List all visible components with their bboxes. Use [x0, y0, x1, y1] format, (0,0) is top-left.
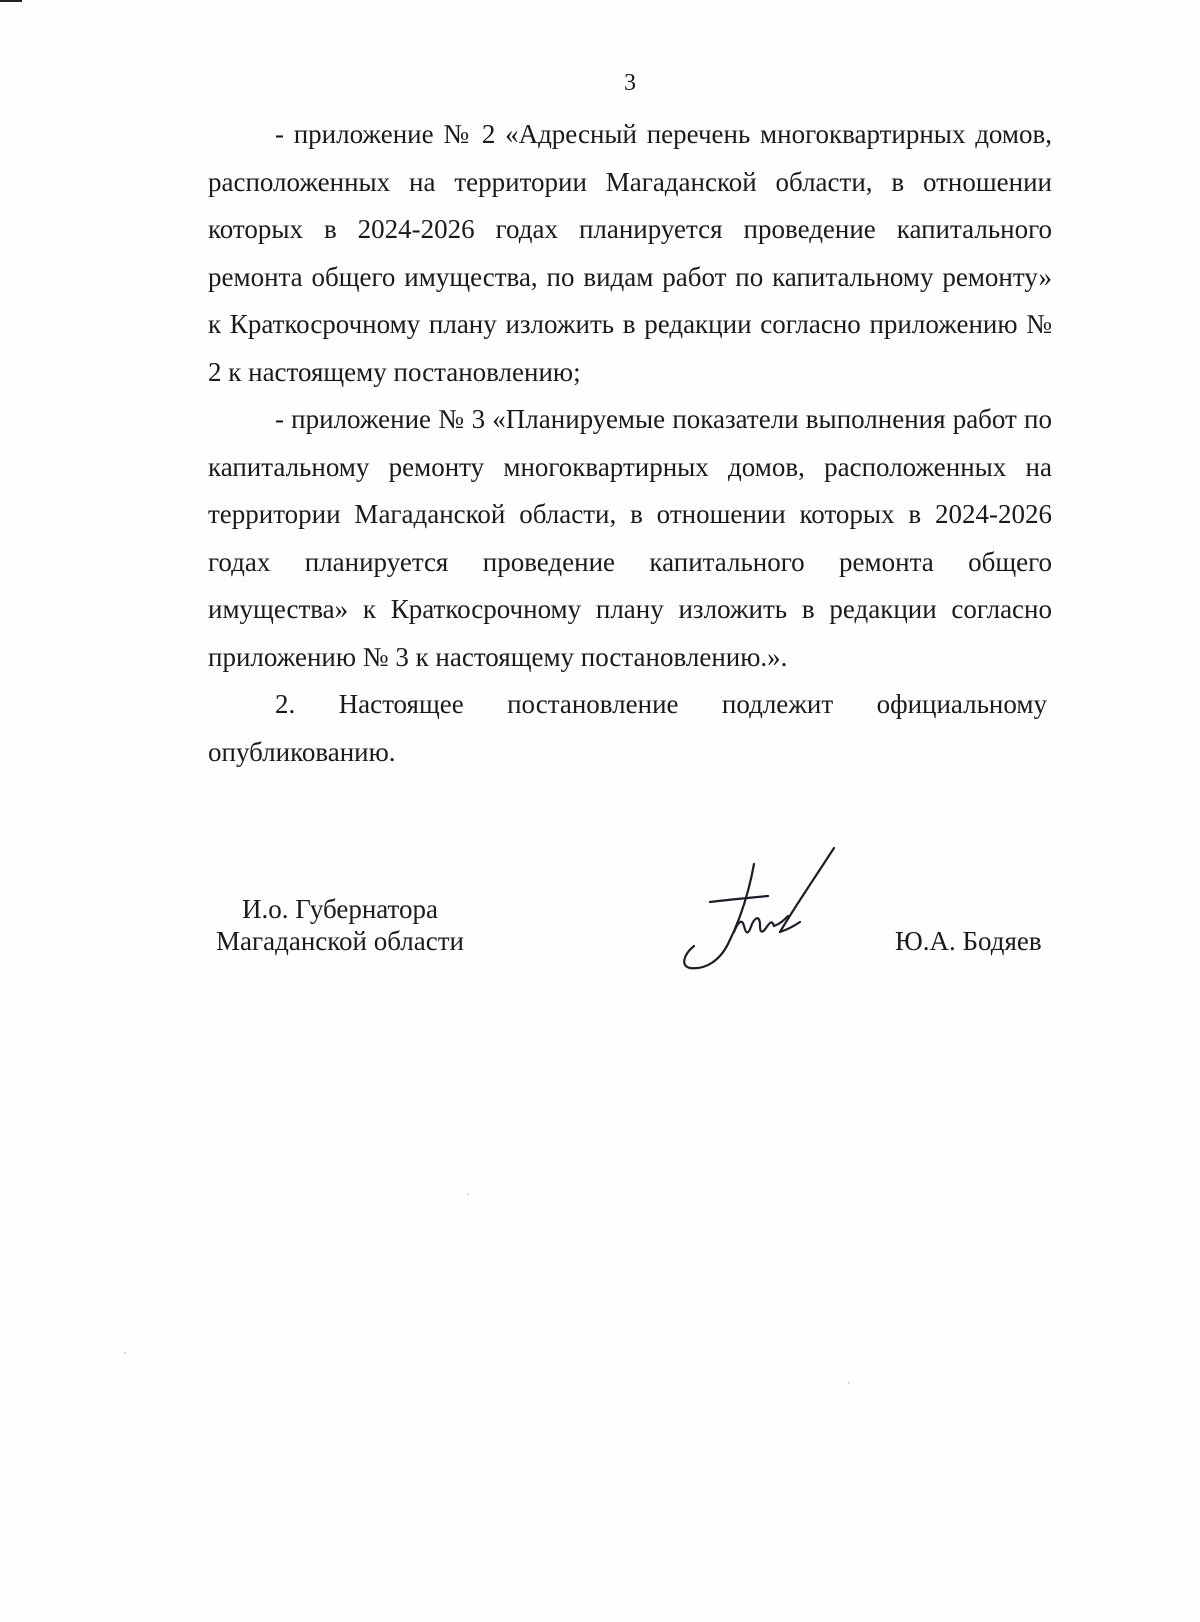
signatory-name: Ю.А. Бодяев: [895, 926, 1042, 956]
item-2-word: постановление: [507, 689, 679, 719]
scan-speck: [124, 1352, 126, 1354]
item-2-first-line: [275, 681, 1047, 729]
item-2-number: 2.: [275, 689, 296, 719]
signatory-title-line: И.о. Губернатора: [241, 894, 438, 924]
item-2-word: подлежит: [721, 689, 834, 719]
paragraph-appendix-3: - приложение № 3 «Планируемые показатели выполнения работ по капитальному ремонту многоквартирных домов, расположенных на территории Магаданской области, в отношении которых в 2024-2026 годах планируется проведение капитального ремонта общего имущества» к Краткосрочному плану изложить в редакции согласно приложению № 3 к настоящему постановлению.».: [208, 404, 1052, 672]
signatory-title-line: Магаданской области: [216, 926, 464, 956]
document-body: [208, 111, 1052, 776]
item-2-continuation: опубликованию.: [208, 736, 396, 767]
item-2-word: Настоящее: [338, 689, 464, 719]
page-number: 3: [624, 70, 636, 96]
paragraph-appendix-2: - приложение № 2 «Адресный перечень многоквартирных домов, расположенных на территории Магаданской области, в отношении которых в 2024-2026 годах планируется проведение капитального ремонта общего имущества, по видам работ по капитальному ремонту» к Краткосрочному плану изложить в редакции согласно приложению № 2 к настоящему постановлению;: [208, 119, 1052, 387]
scan-speck: [467, 1193, 469, 1195]
scan-speck: [848, 1382, 850, 1384]
signatory-title: [200, 893, 480, 957]
handwritten-signature: [676, 846, 846, 976]
scan-corner-mark: [0, 0, 22, 2]
item-2-word: официальному: [876, 689, 1047, 719]
